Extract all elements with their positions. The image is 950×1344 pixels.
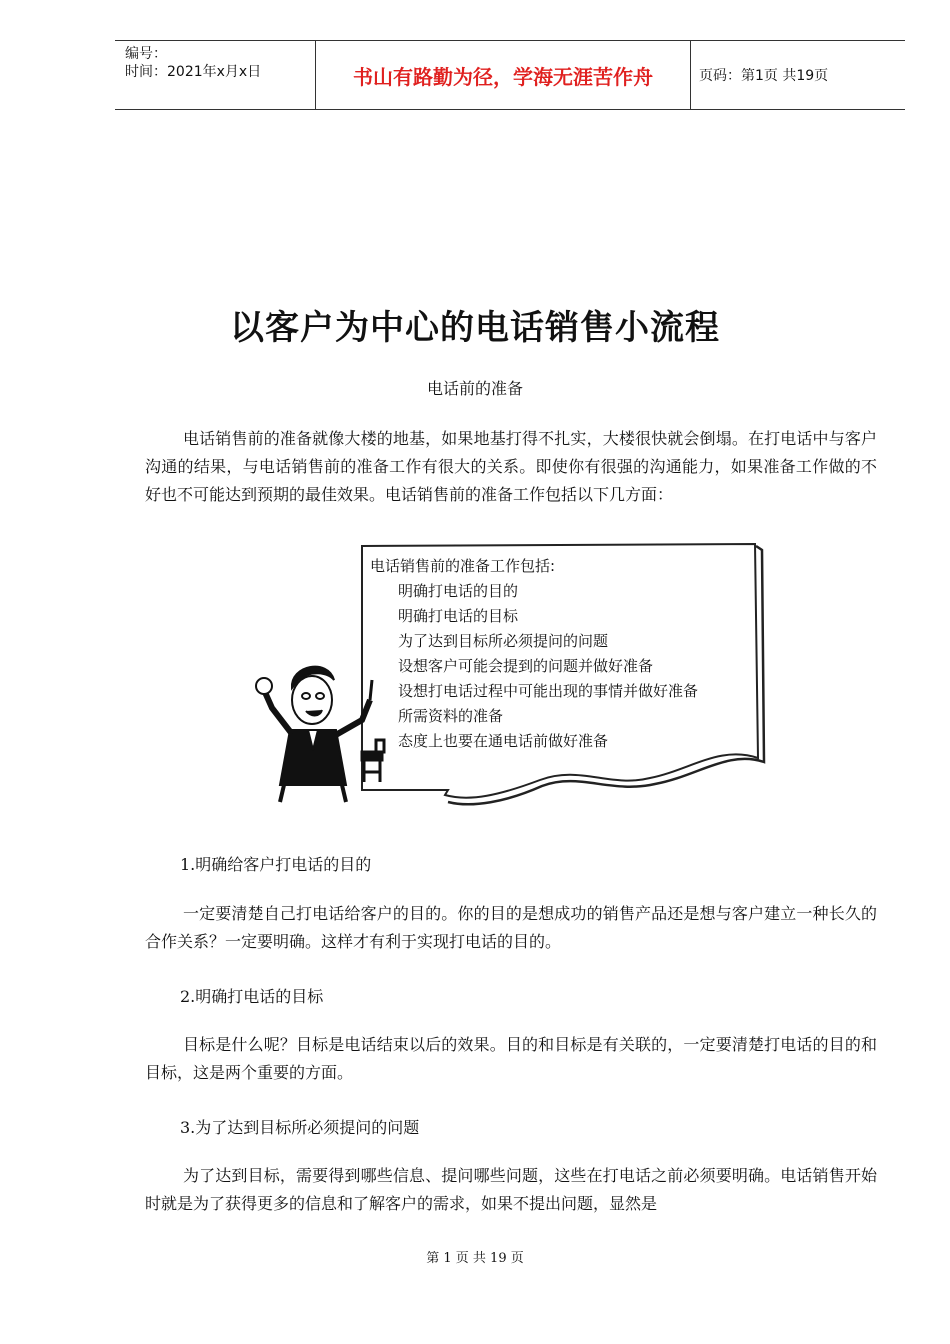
date-label: 时间：2021年x月x日 — [125, 64, 262, 80]
page-header — [115, 40, 905, 110]
intro-paragraph: 电话销售前的准备就像大楼的地基，如果地基打得不扎实，大楼很快就会倒塌。在打电话中与客户沟通的结果，与电话销售前的准备工作有很大的关系。即使你有很强的沟通能力，如果准备工作做的不好也不可能达到预期的最佳效果。电话销售前的准备工作包括以下几方面： — [145, 429, 877, 504]
callout-heading: 电话销售前的准备工作包括: — [370, 557, 556, 575]
callout-item: 明确打电话的目标 — [398, 607, 519, 625]
callout-item: 明确打电话的目的 — [398, 582, 519, 600]
section-body-2: 目标是什么呢？目标是电话结束以后的效果。目的和目标是有关联的，一定要清楚打电话的目的和目标，这是两个重要的方面。 — [145, 1035, 877, 1082]
document-title: 以客户为中心的电话销售小流程 — [230, 308, 720, 348]
callout-text — [370, 554, 755, 754]
section-heading-1: 1.明确给客户打电话的目的 — [180, 855, 372, 874]
man-figure — [256, 667, 372, 802]
header-meta — [115, 41, 315, 109]
header-motto: 书山有路勤为径，学海无涯苦作舟 — [315, 41, 691, 109]
section-body-3: 为了达到目标，需要得到哪些信息、提问哪些问题，这些在打电话之前必须要明确。电话销售开始时就是为了获得更多的信息和了解客户的需求，如果不提出问题，显然是 — [145, 1166, 877, 1213]
callout-item: 设想客户可能会提到的问题并做好准备 — [398, 657, 654, 675]
callout-item: 态度上也要在通电话前做好准备 — [398, 732, 609, 750]
section-heading-3: 3.为了达到目标所必须提问的问题 — [180, 1118, 420, 1137]
callout-figure — [250, 540, 770, 815]
page-footer: 第 1 页 共 19 页 — [426, 1251, 524, 1266]
header-page-info: 页码：第1页 共19页 — [699, 68, 829, 84]
callout-item: 设想打电话过程中可能出现的事情并做好准备 — [398, 682, 699, 700]
callout-item: 为了达到目标所必须提问的问题 — [398, 632, 609, 650]
section-heading-2: 2.明确打电话的目标 — [180, 987, 324, 1006]
section-body-1: 一定要清楚自己打电话给客户的目的。你的目的是想成功的销售产品还是想与客户建立一种长久的合作关系？一定要明确。这样才有利于实现打电话的目的。 — [145, 904, 877, 951]
number-label: 编号： — [125, 46, 167, 62]
document-subtitle: 电话前的准备 — [426, 379, 523, 398]
callout-item: 所需资料的准备 — [398, 707, 504, 725]
